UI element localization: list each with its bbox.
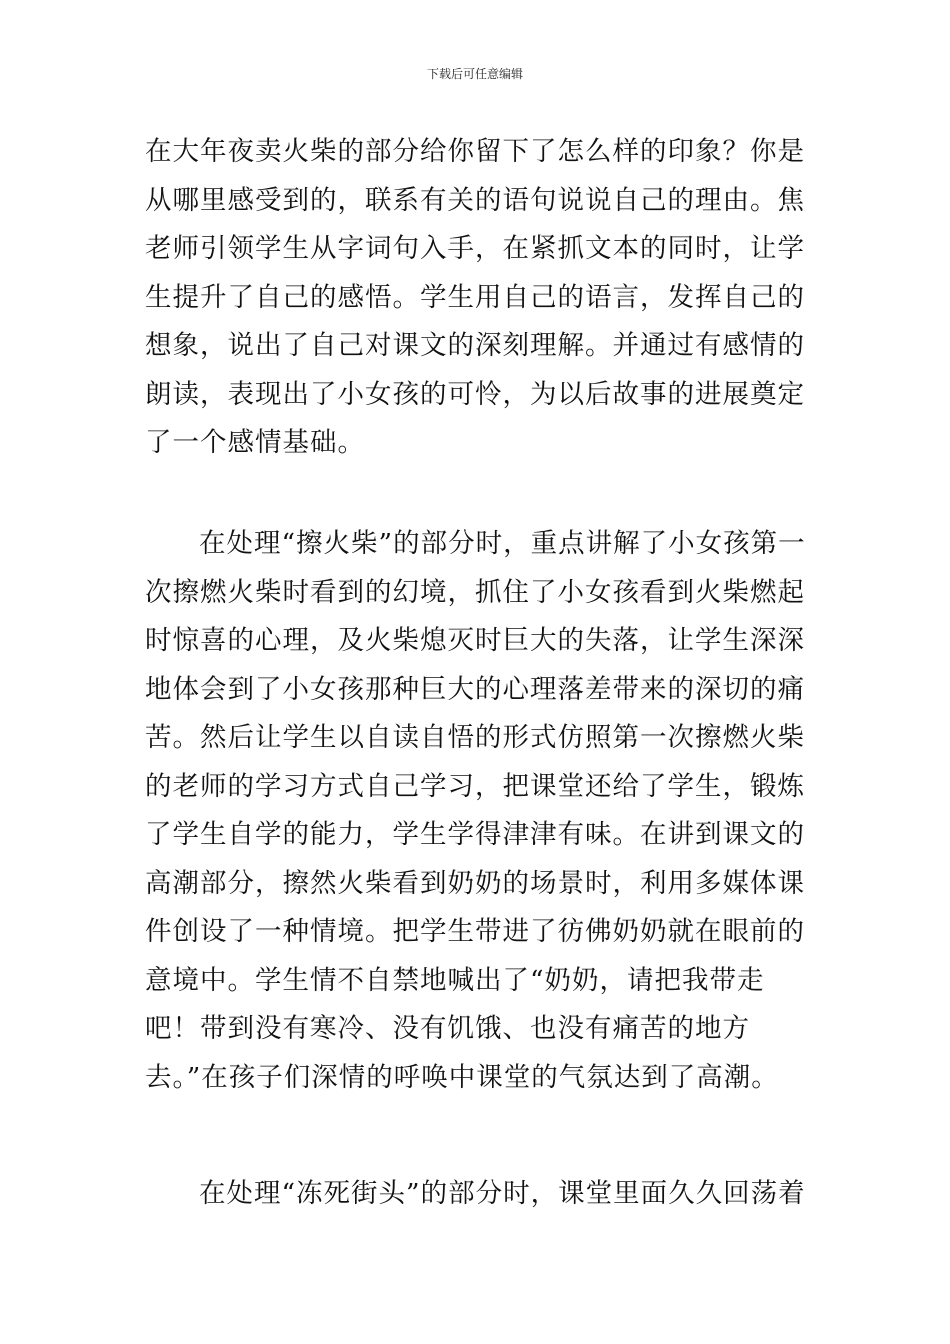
paragraph-2: 在处理“擦火柴”的部分时，重点讲解了小女孩第一次擦燃火柴时看到的幻境，抓住了小女孩看到火柴燃起时惊喜的心理，及火柴熄灭时巨大的失落，让学生深深地体会到了小女孩那种巨大的心理落差带来的深切的痛苦。然后让学生以自读自悟的形式仿照第一次擦燃火柴的老师的学习方式自己学习，把课堂还给了学生，锻炼了学生自学的能力，学生学得津津有味。在讲到课文的高潮部分，擦然火柴看到奶奶的场景时，利用多媒体课件创设了一种情境。把学生带进了彷佛奶奶就在眼前的意境中。学生情不自禁地喊出了“奶奶，请把我带走吧！带到没有寒冷、没有饥饿、也没有痛苦的地方去。”在孩子们深情的呼唤中课堂的气氛达到了高潮。 [145,528,806,1093]
page-header-note: 下载后可任意编辑 [426,67,523,81]
paragraph-3: 在处理“冻死街头”的部分时，课堂里面久久回荡着 [199,1178,806,1209]
paragraph-1: 在大年夜卖火柴的部分给你留下了怎么样的印象？你是从哪里感受到的，联系有关的语句说说自己的理由。焦老师引领学生从字词句入手，在紧抓文本的同时，让学生提升了自己的感悟。学生用自己的语言，发挥自己的想象，说出了自己对课文的深刻理解。并通过有感情的朗读，表现出了小女孩的可怜，为以后故事的进展奠定了一个感情基础。 [145,136,805,458]
